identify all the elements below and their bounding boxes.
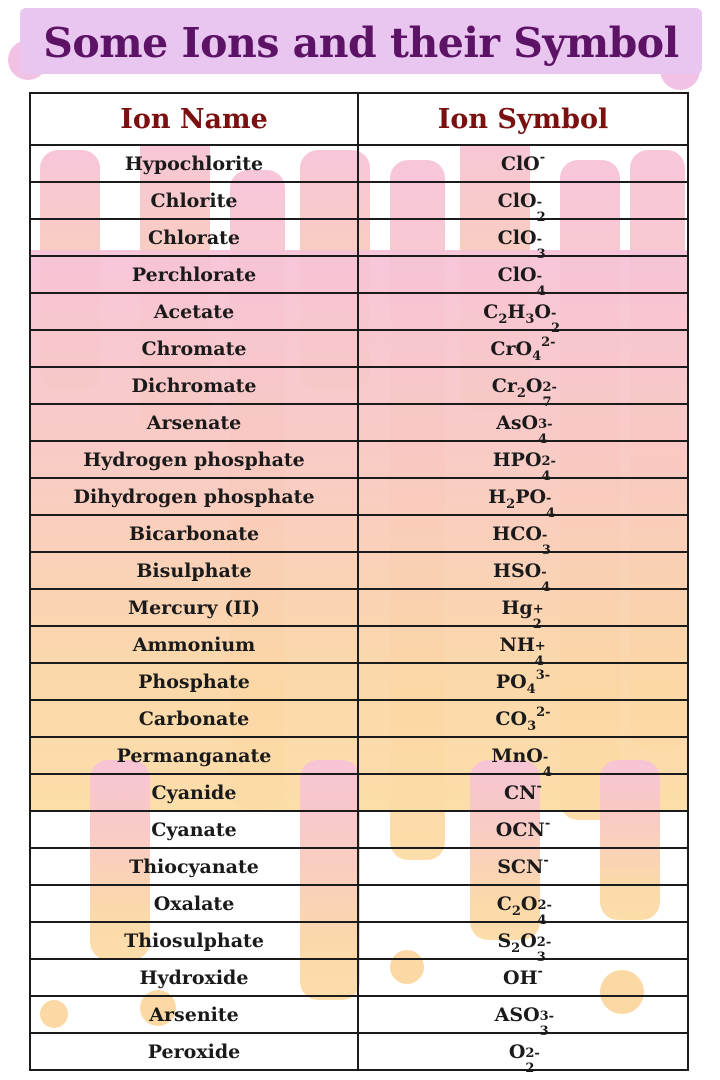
formula-subscript: 3 <box>525 311 535 327</box>
ion-symbol-cell <box>358 145 688 182</box>
ion-name-cell: Phosphate <box>30 663 358 700</box>
formula-text: Cr <box>491 374 517 397</box>
formula-text: CrO <box>490 337 533 360</box>
ion-symbol-cell <box>358 552 688 595</box>
formula-charge: 3- <box>538 417 553 433</box>
header-ion-symbol: Ion Symbol <box>358 93 688 145</box>
formula-subscript: 4 <box>526 681 536 697</box>
formula-text: PO <box>495 670 527 693</box>
ion-formula <box>491 744 554 780</box>
formula-text: O <box>508 1040 526 1063</box>
formula-charge: - <box>541 565 547 581</box>
formula-charge: - <box>542 750 549 766</box>
table-row <box>30 1033 688 1070</box>
formula-text: SCN <box>497 855 544 878</box>
formula-text: CN <box>504 781 537 804</box>
ion-name-cell: Cyanide <box>30 774 358 811</box>
ion-formula <box>490 334 556 364</box>
formula-text: Hg <box>501 596 533 619</box>
ion-symbol-cell <box>358 922 688 965</box>
formula-charge: 2- <box>542 380 557 396</box>
ion-formula <box>483 300 563 336</box>
ion-symbol-cell <box>358 959 688 996</box>
formula-text: ClO <box>497 189 537 212</box>
table-row <box>30 256 688 293</box>
ion-formula <box>493 559 553 595</box>
table-row <box>30 515 688 552</box>
ion-name-cell: Thiosulphate <box>30 922 358 959</box>
ion-formula <box>497 852 549 878</box>
formula-subscript: 4 <box>534 653 544 669</box>
ion-symbol-cell <box>358 811 688 848</box>
formula-subscript: 3 <box>536 246 546 262</box>
ion-name-cell: Dihydrogen phosphate <box>30 478 358 515</box>
table-row <box>30 478 688 515</box>
ion-symbol-cell <box>358 848 688 885</box>
ion-formula <box>488 485 558 521</box>
formula-subscript: 4 <box>538 431 548 447</box>
formula-text: MnO <box>491 744 543 767</box>
ion-name-cell: Chlorite <box>30 182 358 219</box>
ion-symbol-cell <box>358 330 688 367</box>
ion-formula <box>508 1040 540 1076</box>
formula-charge: 2- <box>541 334 556 350</box>
ion-formula <box>500 149 546 175</box>
formula-text: ClO <box>497 263 537 286</box>
ion-formula <box>497 226 549 262</box>
ion-formula <box>495 815 551 841</box>
ion-name-cell: Dichromate <box>30 367 358 404</box>
formula-subscript: 7 <box>542 394 552 410</box>
formula-text: ASO <box>494 1003 540 1026</box>
formula-subscript: 4 <box>537 912 547 928</box>
ion-formula <box>495 667 551 697</box>
ion-symbol-cell <box>358 737 688 780</box>
table-row <box>30 145 688 182</box>
formula-charge: - <box>541 528 548 544</box>
formula-charge: 2- <box>525 1046 540 1062</box>
formula-text: O <box>520 929 537 952</box>
table-row <box>30 404 688 441</box>
table-row <box>30 959 688 996</box>
formula-charge: + <box>534 639 546 655</box>
ion-symbol-cell <box>358 589 688 632</box>
formula-charge: 2- <box>541 454 556 470</box>
formula-charge: - <box>543 852 549 868</box>
formula-charge: - <box>536 195 542 211</box>
formula-subscript: 4 <box>536 283 546 299</box>
ion-name-cell: Permanganate <box>30 737 358 774</box>
formula-charge: 2- <box>537 898 552 914</box>
ion-name-cell: Arsenate <box>30 404 358 441</box>
formula-subscript: 2 <box>516 385 526 401</box>
table-row <box>30 663 688 700</box>
formula-text: HPO <box>492 448 542 471</box>
formula-text: O <box>525 374 543 397</box>
ion-formula <box>491 374 557 410</box>
ion-symbol-cell <box>358 700 688 737</box>
formula-text: O <box>520 892 538 915</box>
table-row <box>30 330 688 367</box>
formula-subscript: 2 <box>536 209 546 225</box>
formula-text: S <box>497 929 512 952</box>
ion-symbol-cell <box>358 885 688 928</box>
table-row <box>30 885 688 922</box>
formula-charge: - <box>536 232 542 248</box>
ion-symbol-cell <box>358 515 688 558</box>
formula-charge: - <box>550 306 557 322</box>
ion-formula <box>497 189 549 225</box>
table-row <box>30 996 688 1033</box>
formula-text: OH <box>503 966 538 989</box>
ion-formula <box>496 892 552 928</box>
ion-symbol-cell <box>358 367 688 410</box>
ions-table-body <box>30 145 688 1076</box>
ion-formula <box>504 778 542 804</box>
ion-name-cell: Hypochlorite <box>30 145 358 182</box>
ion-name-cell: Bisulphate <box>30 552 358 589</box>
formula-text: ClO <box>497 226 537 249</box>
ion-name-cell: Chlorate <box>30 219 358 256</box>
formula-subscript: 4 <box>546 505 556 521</box>
ion-symbol-cell <box>358 256 688 299</box>
formula-charge: - <box>544 815 551 831</box>
formula-text: CO <box>495 707 528 730</box>
formula-charge: - <box>546 491 552 507</box>
formula-charge: - <box>537 963 543 979</box>
ion-formula <box>495 704 551 734</box>
formula-charge: - <box>536 778 542 794</box>
formula-charge: 2- <box>536 704 551 720</box>
ion-symbol-cell <box>358 293 688 336</box>
table-row <box>30 811 688 848</box>
ion-symbol-cell <box>358 774 688 811</box>
formula-charge: 3- <box>535 667 551 683</box>
formula-text: H <box>507 300 526 323</box>
page-title: Some Ions and their Symbol <box>43 19 679 67</box>
formula-subscript: 4 <box>541 468 551 484</box>
table-row <box>30 367 688 404</box>
table-row <box>30 922 688 959</box>
formula-subscript: 4 <box>542 764 552 780</box>
ion-name-cell: Ammonium <box>30 626 358 663</box>
formula-charge: - <box>539 149 546 165</box>
ion-formula <box>494 1003 555 1039</box>
ion-name-cell: Perchlorate <box>30 256 358 293</box>
ion-formula <box>497 929 552 965</box>
ion-formula <box>492 522 553 558</box>
formula-subscript: 2 <box>532 616 542 632</box>
ion-name-cell: Oxalate <box>30 885 358 922</box>
ion-name-cell: Peroxide <box>30 1033 358 1070</box>
formula-text: H <box>488 485 507 508</box>
formula-charge: 3- <box>539 1009 555 1025</box>
table-row <box>30 182 688 219</box>
ion-symbol-cell <box>358 1033 688 1076</box>
formula-charge: + <box>532 602 544 618</box>
ion-formula <box>496 411 553 447</box>
ion-symbol-cell <box>358 626 688 669</box>
formula-text: ClO <box>500 152 540 175</box>
ion-name-cell: Chromate <box>30 330 358 367</box>
table-row <box>30 219 688 256</box>
formula-subscript: 2 <box>511 940 521 956</box>
formula-subscript: 2 <box>498 311 508 327</box>
formula-text: HCO <box>492 522 542 545</box>
table-row <box>30 626 688 663</box>
ion-formula <box>499 633 546 669</box>
table-row <box>30 552 688 589</box>
ion-name-cell: Hydroxide <box>30 959 358 996</box>
table-row <box>30 441 688 478</box>
ion-formula <box>501 596 544 632</box>
formula-text: C <box>496 892 512 915</box>
formula-subscript: 3 <box>527 718 537 734</box>
formula-charge: - <box>536 269 542 285</box>
ion-formula <box>497 263 549 299</box>
ion-name-cell: Carbonate <box>30 700 358 737</box>
ion-symbol-cell <box>358 404 688 447</box>
formula-charge: 2- <box>536 935 552 951</box>
ion-name-cell: Hydrogen phosphate <box>30 441 358 478</box>
ion-name-cell: Acetate <box>30 293 358 330</box>
ions-table <box>29 92 689 1076</box>
formula-subscript: 4 <box>532 348 542 364</box>
table-row <box>30 737 688 774</box>
formula-text: AsO <box>496 411 539 434</box>
formula-text: NH <box>499 633 535 656</box>
formula-subscript: 2 <box>506 496 516 512</box>
table-row <box>30 293 688 330</box>
ion-symbol-cell <box>358 478 688 521</box>
table-header-row <box>30 93 688 145</box>
formula-subscript: 2 <box>525 1060 535 1076</box>
formula-subscript: 3 <box>536 949 546 965</box>
formula-text: PO <box>515 485 547 508</box>
formula-subscript: 4 <box>541 579 551 595</box>
table-row <box>30 700 688 737</box>
ion-name-cell: Arsenite <box>30 996 358 1033</box>
formula-subscript: 2 <box>550 320 561 336</box>
formula-subscript: 3 <box>539 1023 549 1039</box>
ion-name-cell: Cyanate <box>30 811 358 848</box>
ion-name-cell: Thiocyanate <box>30 848 358 885</box>
table-row <box>30 589 688 626</box>
table-row <box>30 848 688 885</box>
ion-formula <box>503 963 543 989</box>
ion-symbol-cell <box>358 219 688 262</box>
formula-text: C <box>483 300 499 323</box>
ion-symbol-cell <box>358 441 688 484</box>
ion-name-cell: Bicarbonate <box>30 515 358 552</box>
formula-text: O <box>534 300 551 323</box>
table-row <box>30 774 688 811</box>
formula-subscript: 2 <box>511 903 521 919</box>
header-ion-name: Ion Name <box>30 93 358 145</box>
formula-text: HSO <box>493 559 542 582</box>
ion-name-cell: Mercury (II) <box>30 589 358 626</box>
ion-symbol-cell <box>358 663 688 700</box>
formula-text: OCN <box>495 818 545 841</box>
ion-symbol-cell <box>358 182 688 225</box>
ion-symbol-cell <box>358 996 688 1039</box>
formula-subscript: 3 <box>541 542 551 558</box>
ion-formula <box>492 448 556 484</box>
